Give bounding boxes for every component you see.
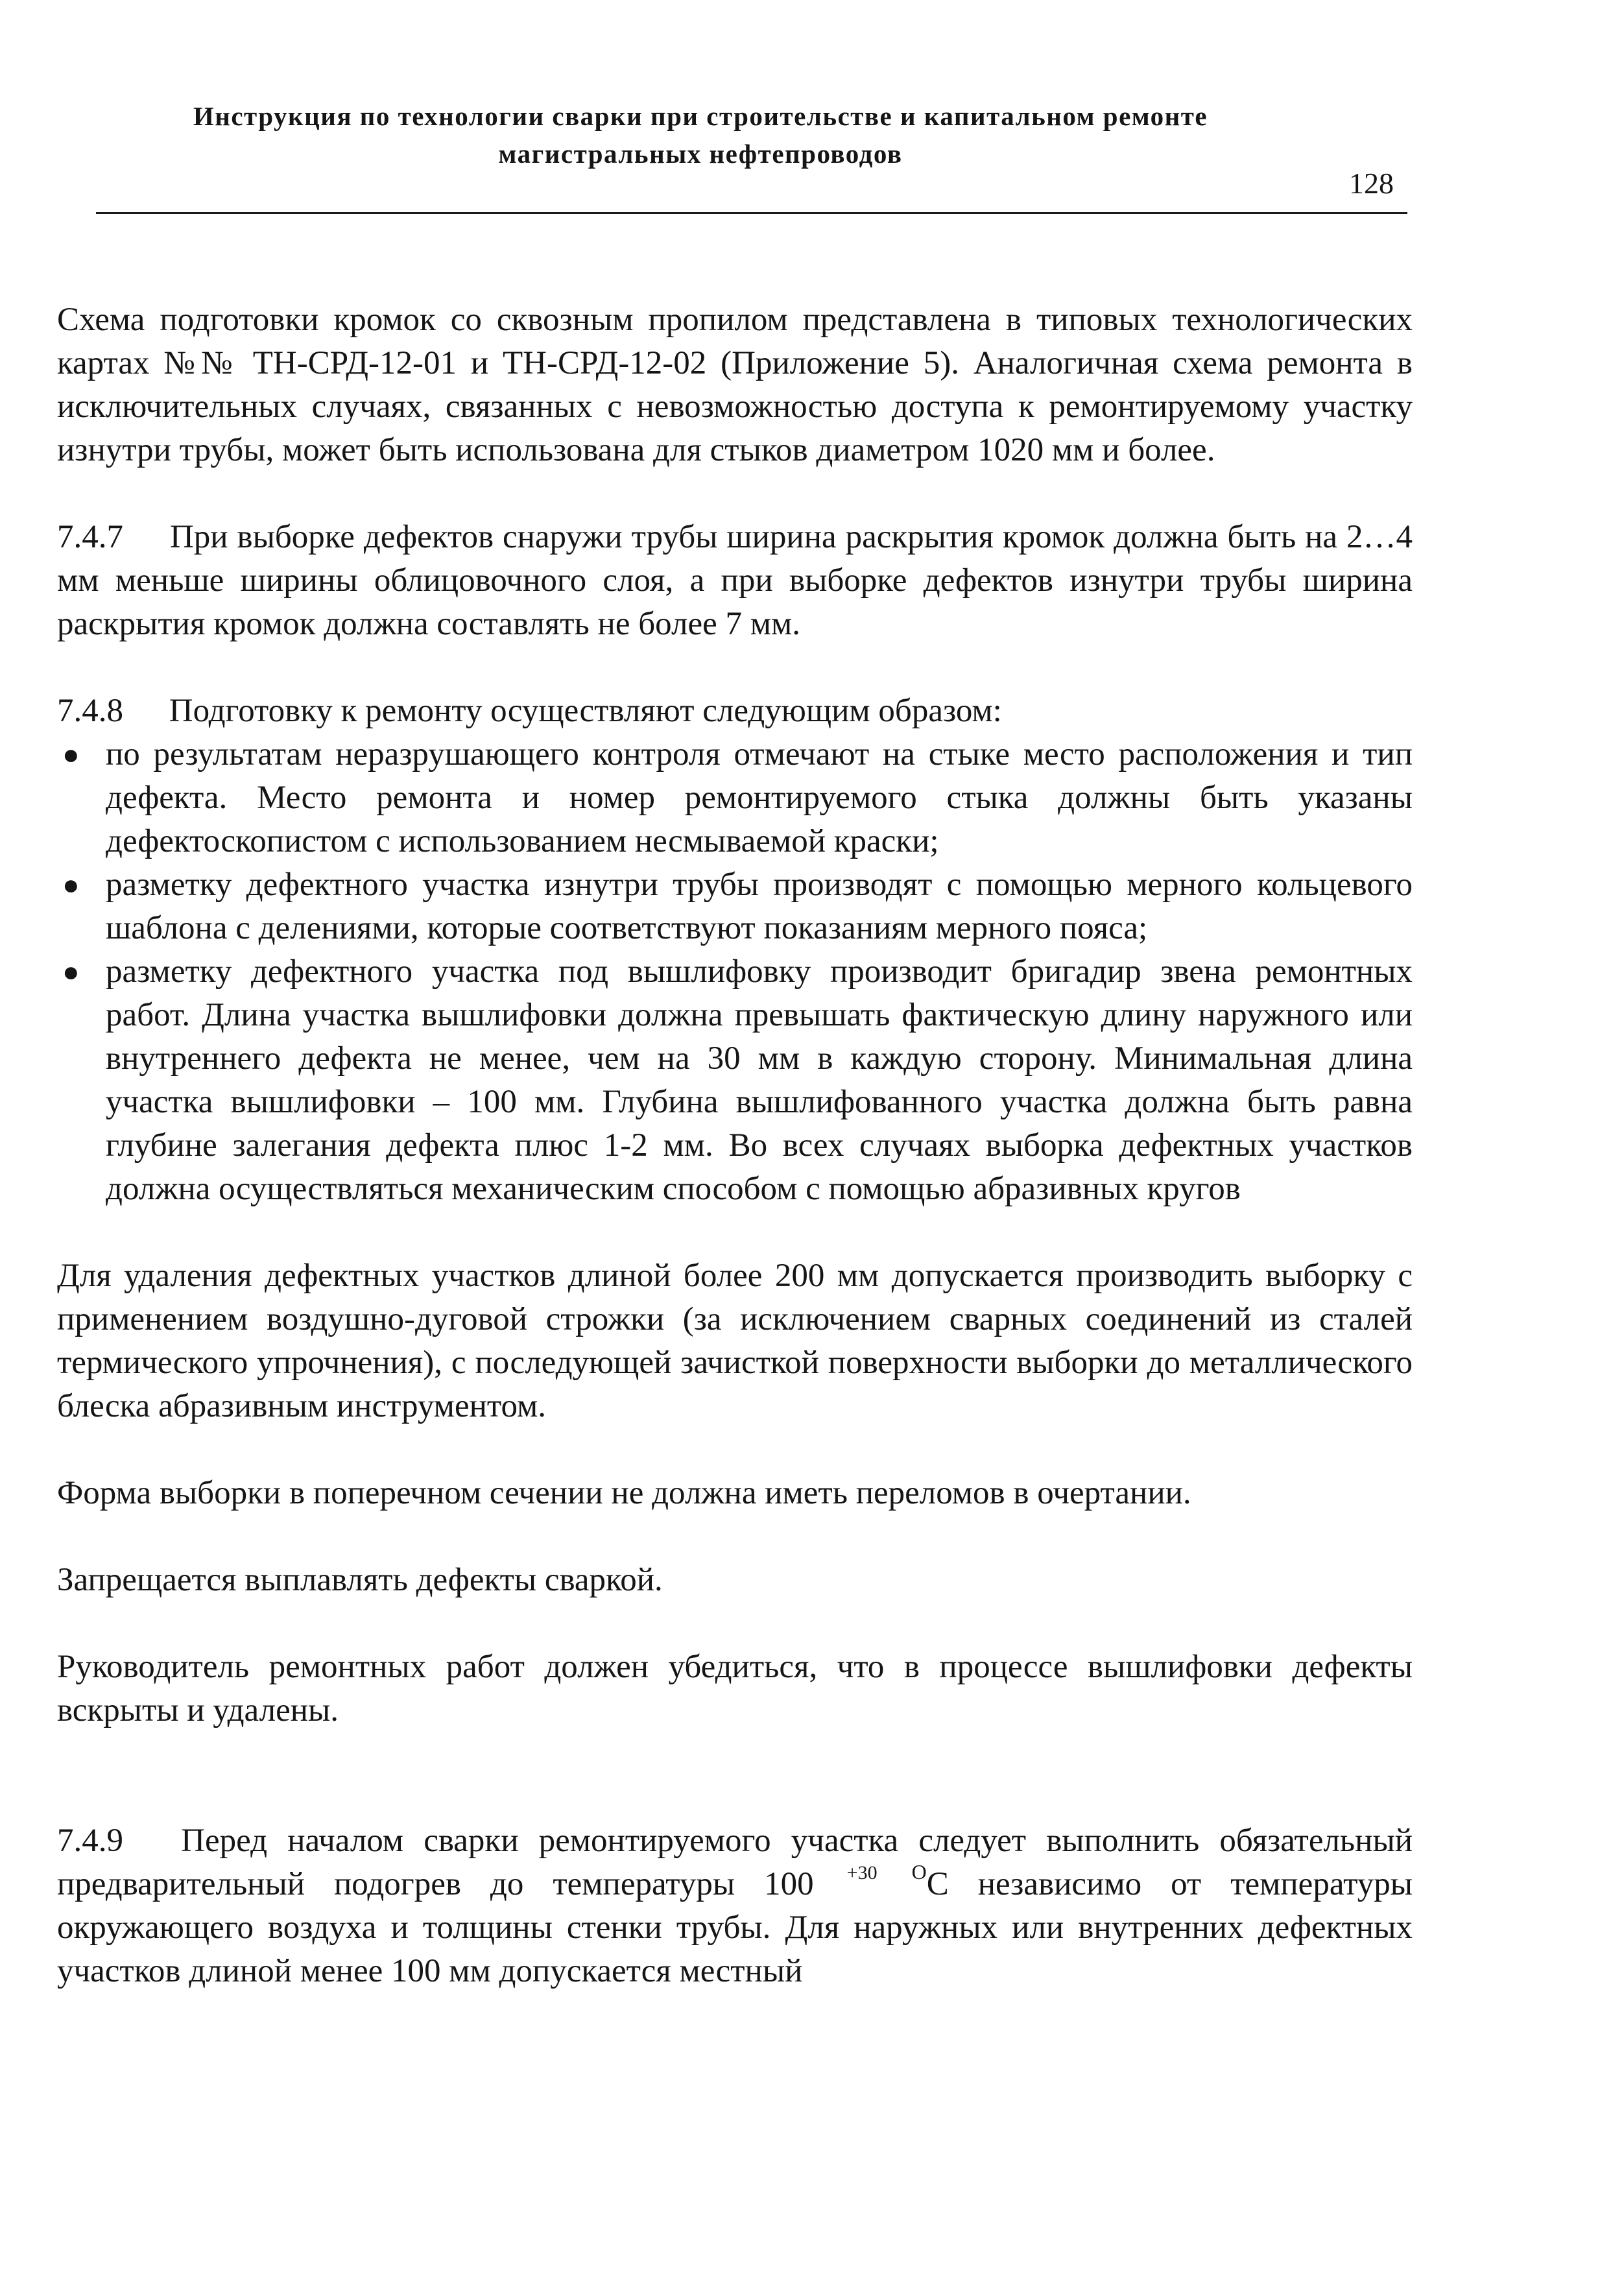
degree-symbol: О	[911, 1860, 927, 1884]
header-title-line-1: Инструкция по технологии сварки при строительстве и капитальном ремонте	[193, 101, 1208, 131]
list-item	[57, 733, 1413, 863]
header-divider	[96, 212, 1407, 214]
section-7-4-8	[57, 689, 1413, 733]
section-7-4-7	[57, 516, 1413, 646]
list-item-text: по результатам неразрушающего контроля отмечают на стыке место расположения и тип дефекта. Место ремонта и номер ремонтируемого стыка должны быть указаны дефектоскопистом с использованием несмываемой краски;	[106, 736, 1413, 859]
paragraph-weld-melting-prohibited: Запрещается выплавлять дефекты сваркой.	[57, 1562, 663, 1598]
list-item	[57, 950, 1413, 1211]
paragraph-groove-shape: Форма выборки в поперечном сечении не должна иметь переломов в очертании.	[57, 1475, 1191, 1511]
section-7-4-9-text-start: Перед началом сварки ремонтируемого участка следует выполнить обязательный предварительный подогрев до температуры 100	[57, 1823, 1413, 1902]
preparation-steps-list	[57, 733, 1413, 1211]
document-body	[57, 298, 1413, 1993]
section-7-4-9	[57, 1819, 1413, 1993]
document-header	[97, 97, 1304, 173]
paragraph-arc-gouging: Для удаления дефектных участков длиной более 200 мм допускается производить выборку с применением воздушно-дуговой строжки (за исключением сварных соединений из сталей термического упрочнения), с последующей зачисткой поверхности выборки до металлического блеска абразивным инструментом.	[57, 1258, 1413, 1424]
list-item-text: разметку дефектного участка изнутри трубы производят с помощью мерного кольцевого шаблона с делениями, которые соответствуют показаниям мерного пояса;	[106, 867, 1413, 946]
list-item-text: разметку дефектного участка под вышлифовку производит бригадир звена ремонтных работ. Длина участка вышлифовки должна превышать фактическую длину наружного или внутреннего дефекта не менее, чем на 30 мм в каждую сторону. Минимальная длина участка вышлифовки – 100 мм. Глубина вышлифованного участка должна быть равна глубине залегания дефекта плюс 1-2 мм. Во всех случаях выборка дефектных участков должна осуществляться механическим способом с помощью абразивных кругов	[106, 953, 1413, 1207]
list-item	[57, 863, 1413, 950]
paragraph-intro: Схема подготовки кромок со сквозным пропилом представлена в типовых технологических картах №№ ТН-СРД-12-01 и ТН-СРД-12-02 (Приложение 5). Аналогичная схема ремонта в исключительных случаях, связанных с невозможностью доступа к ремонтируемому участку изнутри трубы, может быть использована для стыков диаметром 1020 мм и более.	[57, 302, 1413, 468]
section-number-7-4-7: 7.4.7	[57, 519, 123, 555]
paragraph-supervisor-check: Руководитель ремонтных работ должен убедиться, что в процессе вышлифовки дефекты вскрыты и удалены.	[57, 1649, 1413, 1729]
section-7-4-9-text-end: С независимо от температуры окружающего воздуха и толщины стенки трубы. Для наружных или внутренних дефектных участков длиной менее 100 мм допускается местный	[57, 1866, 1413, 1989]
section-7-4-8-text: Подготовку к ремонту осуществляют следующим образом:	[169, 693, 1002, 729]
section-number-7-4-8: 7.4.8	[57, 693, 123, 729]
temperature-tolerance: +30	[846, 1862, 878, 1884]
section-7-4-7-text: При выборке дефектов снаружи трубы ширина раскрытия кромок должна быть на 2…4 мм меньше ширины облицовочного слоя, а при выборке дефектов изнутри трубы ширина раскрытия кромок должна составлять не более 7 мм.	[57, 519, 1413, 642]
bullet-icon: ●	[62, 956, 80, 988]
bullet-icon: ●	[62, 869, 80, 901]
bullet-icon: ●	[62, 739, 80, 771]
section-number-7-4-9: 7.4.9	[57, 1823, 123, 1859]
page-number: 128	[1349, 167, 1394, 200]
header-title-line-2: магистральных нефтепроводов	[498, 139, 903, 169]
